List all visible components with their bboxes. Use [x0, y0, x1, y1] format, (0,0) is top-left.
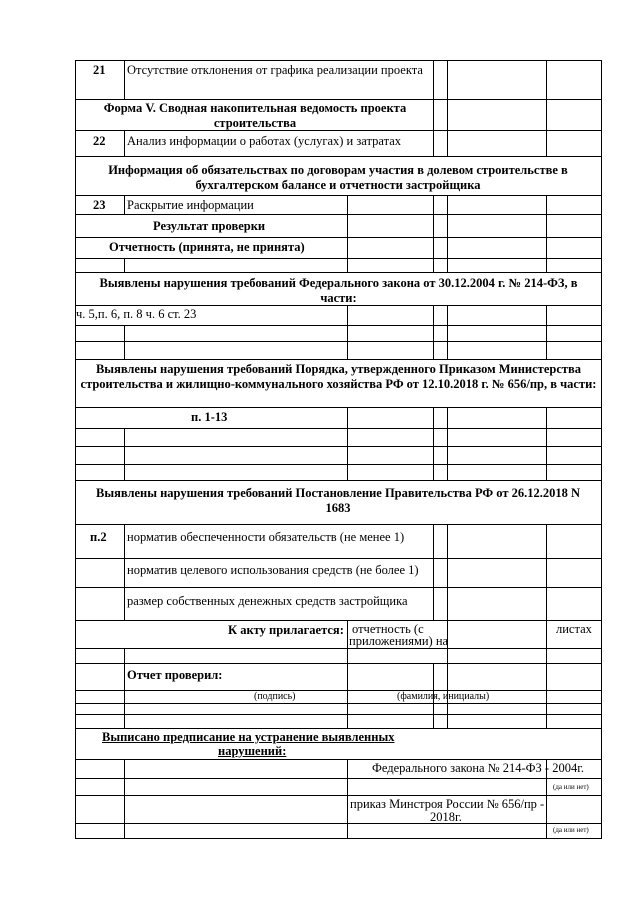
row-line — [75, 214, 602, 215]
row-line — [75, 648, 602, 649]
row-line — [75, 407, 602, 408]
column-line — [124, 195, 125, 215]
prescription-yes-no-2: (да или нет) — [553, 826, 589, 834]
column-line — [546, 305, 547, 360]
order656-violations-title: Выявлены нарушения требований Порядка, утвержденного Приказом Министерства строительства и жилищно-коммунального хозяйства РФ от 12.10.2018 г. № 656/пр, в части: — [80, 362, 597, 391]
signature-hint: (подпись) — [254, 691, 296, 702]
row-23-text: Раскрытие информации — [127, 198, 254, 212]
prescription-title-line2: нарушений: — [218, 744, 287, 758]
row-line — [75, 663, 602, 664]
column-line — [433, 524, 434, 621]
row-line — [75, 258, 602, 259]
prescription-yes-no-1: (да или нет) — [553, 783, 589, 791]
row-line — [75, 728, 602, 729]
column-line — [347, 620, 348, 729]
table-right-border — [601, 60, 602, 839]
form-5-title: Форма V. Сводная накопительная ведомость проекта строительства — [103, 101, 407, 130]
prescription-order-line2: 2018г. — [430, 810, 462, 824]
column-line — [447, 305, 448, 360]
prescription-fz-line: Федерального закона № 214-ФЗ - 2004г. — [372, 761, 585, 775]
column-line — [347, 305, 348, 360]
column-line — [124, 258, 125, 273]
column-line — [433, 305, 434, 360]
table-top-border — [75, 60, 602, 61]
row-line — [75, 795, 602, 796]
row-line — [75, 714, 602, 715]
order656-violations-items: п. 1-13 — [191, 410, 228, 424]
column-line — [447, 407, 448, 481]
row-line — [75, 480, 602, 481]
attachments-sheets-label: листах — [556, 622, 592, 636]
prescription-order-line1: приказ Минстроя России № 656/пр - — [350, 797, 545, 811]
row-line — [75, 778, 602, 779]
column-line — [124, 648, 125, 729]
attachments-report-line1: отчетность (с — [352, 622, 424, 636]
column-line — [124, 428, 125, 481]
row-line — [75, 359, 602, 360]
column-line — [433, 195, 434, 273]
column-line — [124, 759, 125, 839]
column-line — [347, 195, 348, 273]
attachments-report-line2: приложениями) на — [349, 634, 449, 648]
column-line — [433, 60, 434, 100]
column-line — [124, 325, 125, 360]
row-line — [75, 620, 602, 621]
column-line — [546, 195, 547, 273]
table-bottom-border — [75, 838, 602, 839]
p2-label: п.2 — [90, 530, 107, 544]
column-line — [546, 407, 547, 481]
column-line — [433, 99, 434, 157]
row-line — [75, 272, 602, 273]
row-line — [75, 325, 602, 326]
column-line — [433, 407, 434, 481]
column-line — [124, 524, 125, 621]
column-line — [447, 60, 448, 100]
gov1683-violations-title: Выявлены нарушения требований Постановление Правительства РФ от 26.12.2018 N 1683 — [96, 486, 580, 515]
norm-target-use-text: норматив целевого использования средств (не более 1) — [127, 563, 419, 577]
row-23-number: 23 — [93, 198, 106, 212]
row-line — [75, 703, 602, 704]
row-22-number: 22 — [93, 134, 106, 148]
column-line — [447, 99, 448, 157]
attachments-label: К акту прилагается: — [228, 623, 344, 637]
reporting-status-label: Отчетность (принята, не принята) — [109, 240, 305, 254]
fz214-violations-title: Выявлены нарушения требований Федерального закона от 30.12.2004 г. № 214-ФЗ, в части: — [99, 276, 578, 305]
row-line — [75, 341, 602, 342]
row-line — [75, 524, 602, 525]
column-line — [347, 759, 348, 839]
row-line — [75, 99, 602, 100]
row-21-text: Отсутствие отклонения от графика реализации проекта — [127, 63, 423, 77]
column-line — [447, 195, 448, 273]
row-line — [75, 823, 602, 824]
row-line — [75, 156, 602, 157]
column-line — [546, 60, 547, 100]
name-hint: (фамилия, инициалы) — [397, 691, 490, 702]
column-line — [124, 60, 125, 100]
row-line — [75, 690, 602, 691]
fz214-violations-items: ч. 5,п. 6, п. 8 ч. 6 ст. 23 — [76, 307, 197, 321]
row-21-number: 21 — [93, 63, 106, 77]
check-result-label: Результат проверки — [153, 219, 266, 233]
checked-by-label: Отчет проверил: — [127, 668, 223, 682]
row-line — [75, 464, 602, 465]
column-line — [546, 620, 547, 729]
row-22-text: Анализ информации о работах (услугах) и затратах — [127, 134, 402, 148]
own-funds-text: размер собственных денежных средств застройщика — [127, 594, 408, 608]
row-line — [75, 587, 602, 588]
row-line — [75, 446, 602, 447]
row-line — [75, 558, 602, 559]
prescription-title-line1: Выписано предписание на устранение выявленных — [102, 730, 395, 744]
column-line — [546, 99, 547, 157]
column-line — [124, 130, 125, 157]
column-line — [546, 524, 547, 621]
row-line — [75, 428, 602, 429]
row-line — [75, 759, 602, 760]
row-line — [75, 195, 602, 196]
norm-obligations-text: норматив обеспеченности обязательств (не менее 1) — [127, 530, 405, 544]
column-line — [347, 407, 348, 481]
table-left-border — [75, 60, 76, 839]
column-line — [447, 524, 448, 621]
row-line — [75, 237, 602, 238]
obligations-title: Информация об обязательствах по договорам участия в долевом строительстве в бухгалтерском балансе и отчетности застройщика — [108, 163, 568, 192]
